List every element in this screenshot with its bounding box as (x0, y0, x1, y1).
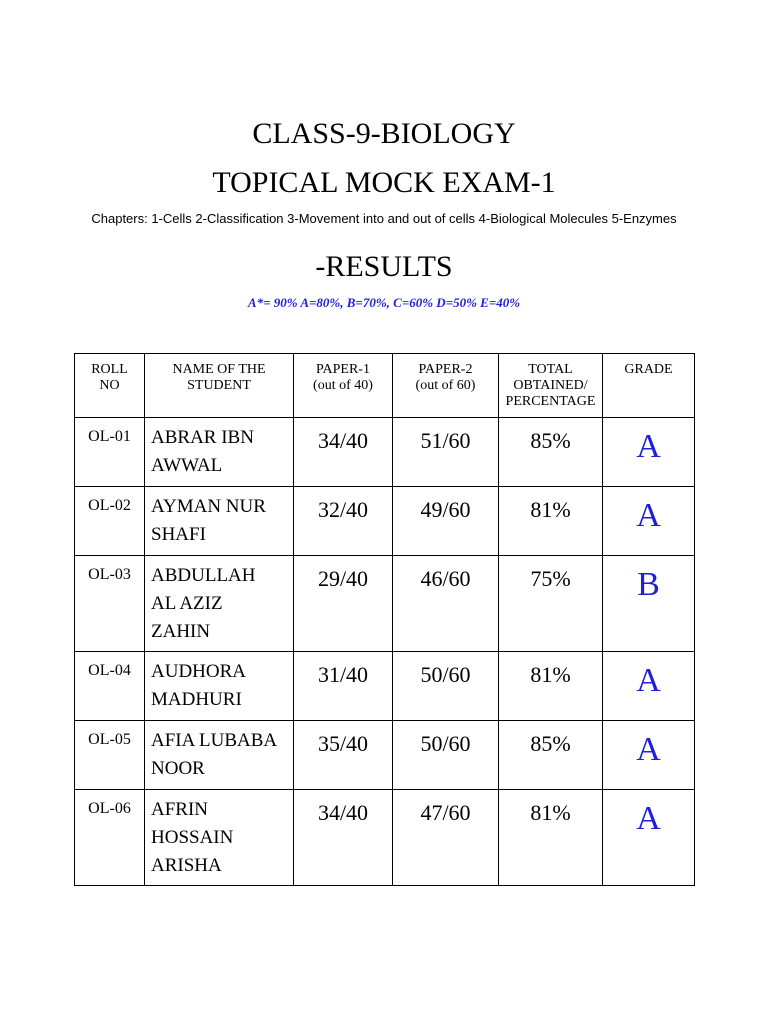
paper1-cell: 31/40 (294, 652, 393, 721)
student-name-line: SHAFI (151, 524, 206, 545)
paper1-cell: 32/40 (294, 487, 393, 556)
page-title: CLASS-9-BIOLOGY (252, 117, 516, 150)
header-total-line2: OBTAINED/ (513, 378, 588, 393)
header-roll-line2: NO (99, 378, 120, 393)
roll-no-cell: OL-04 (75, 652, 145, 721)
grade-cell: A (603, 721, 695, 790)
student-name-line: ABDULLAH (151, 565, 256, 586)
student-name-line: AFRIN (151, 799, 209, 820)
header-roll-line1: ROLL (91, 362, 128, 377)
student-name-line: NOOR (151, 758, 205, 779)
table-header-row (75, 354, 695, 418)
student-name-line: ARISHA (151, 855, 222, 876)
header-paper1-line1: PAPER-1 (316, 362, 370, 377)
roll-no-cell: OL-06 (75, 790, 145, 886)
header-paper-2 (393, 354, 499, 418)
grade-cell: A (603, 487, 695, 556)
student-name-cell (145, 487, 294, 556)
header-roll-no (75, 354, 145, 418)
student-name-line: AL AZIZ (151, 593, 223, 614)
header-paper2-line2: (out of 60) (415, 378, 476, 393)
grade-cell: A (603, 652, 695, 721)
header-name-line1: NAME OF THE (172, 362, 266, 377)
total-cell: 81% (499, 487, 603, 556)
student-name-line: HOSSAIN (151, 827, 234, 848)
paper1-cell: 29/40 (294, 556, 393, 652)
header-paper-1 (294, 354, 393, 418)
student-name-line: AFIA LUBABA (151, 730, 278, 751)
student-name-cell (145, 790, 294, 886)
header-total-line3: PERCENTAGE (505, 394, 596, 409)
header-grade-label: GRADE (624, 362, 673, 377)
grade-cell: A (603, 790, 695, 886)
paper2-cell: 49/60 (393, 487, 499, 556)
grade-cell: B (603, 556, 695, 652)
roll-no-cell: OL-03 (75, 556, 145, 652)
student-name-line: ABRAR IBN (151, 427, 254, 448)
header-grade (603, 354, 695, 418)
grade-scale: A*= 90% A=80%, B=70%, C=60% D=50% E=40% (247, 295, 521, 310)
chapters-text: Chapters: 1-Cells 2-Classification 3-Movement into and out of cells 4-Biological Molecules 5-Enzymes (91, 211, 677, 226)
header-paper1-line2: (out of 40) (313, 378, 373, 393)
student-name-line: AWWAL (151, 455, 223, 476)
table-row (75, 652, 695, 721)
grade-cell: A (603, 418, 695, 487)
student-name-cell (145, 721, 294, 790)
roll-no-cell: OL-05 (75, 721, 145, 790)
roll-no-cell: OL-01 (75, 418, 145, 487)
student-name-cell (145, 418, 294, 487)
student-name-line: AUDHORA (151, 661, 246, 682)
paper1-cell: 34/40 (294, 418, 393, 487)
header-name-line2: STUDENT (187, 378, 251, 393)
student-name-line: ZAHIN (151, 621, 211, 642)
header-total (499, 354, 603, 418)
student-name-line: AYMAN NUR (151, 496, 266, 517)
paper1-cell: 35/40 (294, 721, 393, 790)
student-name-cell (145, 652, 294, 721)
results-table (74, 353, 695, 886)
paper1-cell: 34/40 (294, 790, 393, 886)
total-cell: 81% (499, 652, 603, 721)
table-row (75, 721, 695, 790)
paper2-cell: 51/60 (393, 418, 499, 487)
table-row (75, 556, 695, 652)
header-total-line1: TOTAL (528, 362, 573, 377)
total-cell: 85% (499, 418, 603, 487)
table-row (75, 790, 695, 886)
exam-title: TOPICAL MOCK EXAM-1 (212, 166, 556, 199)
paper2-cell: 50/60 (393, 652, 499, 721)
results-heading: -RESULTS (315, 250, 453, 283)
total-cell: 85% (499, 721, 603, 790)
student-name-line: MADHURI (151, 689, 242, 710)
paper2-cell: 46/60 (393, 556, 499, 652)
header-paper2-line1: PAPER-2 (418, 362, 473, 377)
table-row (75, 487, 695, 556)
paper2-cell: 47/60 (393, 790, 499, 886)
total-cell: 75% (499, 556, 603, 652)
header-student-name (145, 354, 294, 418)
table-row (75, 418, 695, 487)
total-cell: 81% (499, 790, 603, 886)
student-name-cell (145, 556, 294, 652)
paper2-cell: 50/60 (393, 721, 499, 790)
roll-no-cell: OL-02 (75, 487, 145, 556)
